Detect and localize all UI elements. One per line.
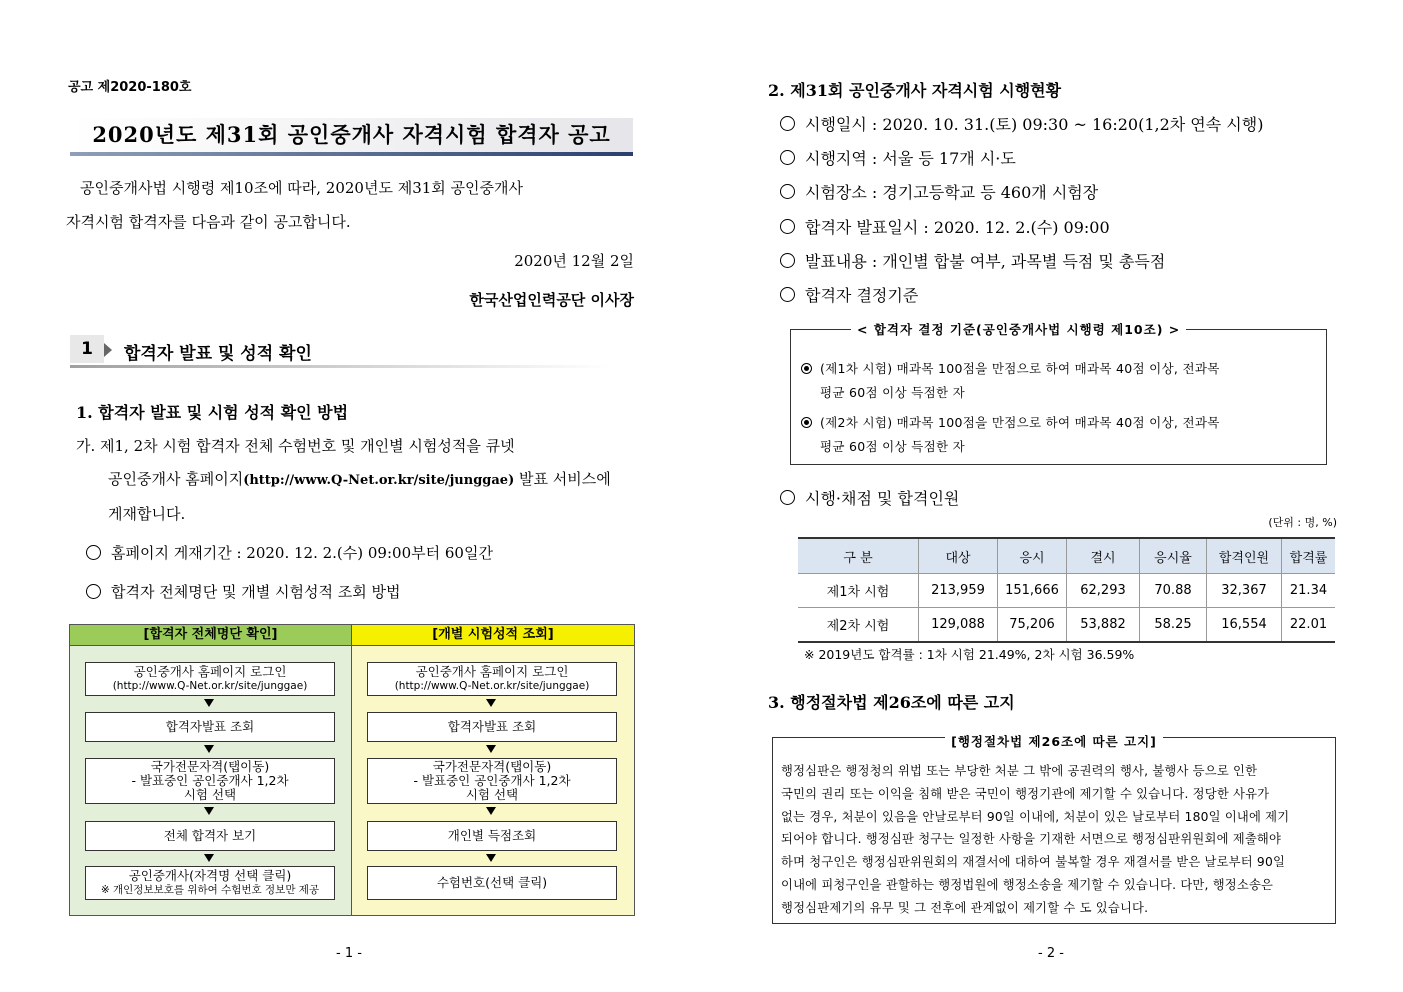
arrow-down-icon [486,807,496,815]
item-ga-text-b: 발표 서비스에 [519,470,611,488]
flow-step-individual-score: 개인별 득점조회 [367,821,617,851]
arrow-down-icon [204,854,214,862]
issuer: 한국산업인력공단 이사장 [469,291,634,309]
col-header: 구 분 [798,538,919,574]
section-3-title: 3. 행정절차법 제26조에 따른 고지 [768,693,1015,712]
section-1-heading [70,335,610,369]
radio-bullet-icon [801,363,812,374]
page-number-2: - 2 - [1038,946,1064,961]
triangle-right-icon [104,343,112,357]
flow-step-result-lookup: 합격자발표 조회 [367,712,617,742]
flow-step-select-exam: 국가전문자격(탭이동) - 발표중인 공인중개사 1,2차 시험 선택 [367,758,617,804]
flow-step-view-all: 전체 합격자 보기 [85,821,335,851]
arrow-down-icon [486,854,496,862]
circle-bullet-icon [780,184,795,199]
intro-line-2: 자격시험 합격자를 다음과 같이 공고합니다. [66,213,351,231]
section-number: 1 [70,335,104,363]
circle-bullet-icon [86,545,101,560]
page-1 [0,0,700,992]
item-ga-line-2 [108,468,611,489]
radio-bullet-icon [801,417,812,428]
flow-step-result-lookup: 합격자발표 조회 [85,712,335,742]
notice-number: 공고 제2020-180호 [68,80,192,95]
section-title: 합격자 발표 및 성적 확인 [124,344,312,364]
bullet-stats: 시행·채점 및 합격인원 [780,486,959,509]
flow-column-individual-score [352,625,634,915]
subsection-title: 1. 합격자 발표 및 시험 성적 확인 방법 [76,403,349,422]
bullet-posting-period: 홈페이지 게재기간 : 2020. 12. 2.(수) 09:00부터 60일간 [86,542,493,563]
legal-notice-body: 행정심판은 행정청의 위법 또는 부당한 처분 그 밖에 공권력의 행사, 불행사 등으로 인한 국민의 권리 또는 이익을 침해 받은 국민이 행정기관에 제기할 수 있습니다. 정당한 사유가 없는 경우, 처분이 있음을 안날로부터 90일 이내에, 처분이 있은 날로부터 180일 이내에 제기 되어야 합니다. 행정심판 청구는 일정한 사항을 기재한 서면으로 행정심판위원회에 제출해야 하며 청구인은 행정심판위원회의 재결서에 대하여 불복할 경우 재결서를 받은 날로부터 90일 이내에 피청구인을 관할하는 행정법원에 행정소송을 제기할 수 있습니다. 다만, 행정소송은 행정심판제기의 유무 및 그 전후에 관계없이 제기할 수 도 있습니다. [781,764,1290,915]
unit-label: (단위 : 명, %) [1268,516,1337,529]
arrow-down-icon [486,745,496,753]
criteria-second-exam: (제2차 시험) 매과목 100점을 만점으로 하여 매과목 40점 이상, 전과목 평균 60점 이상 득점한 자 [801,411,1319,459]
flow-step-select-exam: 국가전문자격(탭이동) - 발표중인 공인중개사 1,2차 시험 선택 [85,758,335,804]
table-row: 제1차 시험 213,959 151,666 62,293 70.88 32,367 21.34 [798,574,1335,608]
page-number-1: - 1 - [336,946,362,961]
bullet-lookup-method: 합격자 전체명단 및 개별 시험성적 조회 방법 [86,581,400,602]
criteria-first-exam: (제1차 시험) 매과목 100점을 만점으로 하여 매과목 40점 이상, 전과목 평균 60점 이상 득점한 자 [801,357,1319,405]
item-ga-line-1: 가. 제1, 2차 시험 합격자 전체 수험번호 및 개인별 시험성적을 큐넷 [76,437,515,455]
circle-bullet-icon [86,584,101,599]
bullet-exam-region: 시행지역 : 서울 등 17개 시·도 [780,146,1016,169]
arrow-down-icon [204,807,214,815]
col-header: 대상 [919,538,998,574]
section-2-title: 2. 제31회 공인중개사 자격시험 시행현황 [768,81,1062,100]
col-header: 응시 [998,538,1067,574]
criteria-title: < 합격자 결정 기준(공인중개사법 시행령 제10조) > [851,320,1186,338]
table-row: 제2차 시험 129,088 75,206 53,882 58.25 16,554 22.01 [798,608,1335,643]
page-2 [700,0,1403,992]
legal-notice-box [772,734,1336,924]
bullet-exam-datetime: 시행일시 : 2020. 10. 31.(토) 09:30 ~ 16:20(1,2차 연속 시행) [780,112,1263,135]
intro-line-1: 공인중개사법 시행령 제10조에 따라, 2020년도 제31회 공인중개사 [80,179,523,197]
circle-bullet-icon [780,253,795,268]
flow-step-login: 공인중개사 홈페이지 로그인 (http://www.Q-Net.or.kr/site/junggae) [367,662,617,696]
footnote-2019: ※ 2019년도 합격률 : 1차 시험 21.49%, 2차 시험 36.59% [804,647,1135,662]
title-banner [70,118,633,156]
circle-bullet-icon [780,116,795,131]
arrow-down-icon [204,745,214,753]
table-header-row [798,538,1335,574]
page-title: 2020년도 제31회 공인중개사 자격시험 합격자 공고 [92,122,611,147]
item-ga-text: 공인중개사 홈페이지 [108,470,244,488]
flow-step-select-qualification: 공인중개사(자격명 선택 클릭) ※ 개인정보보호를 위하여 수험번호 정보만 제공 [85,866,335,900]
arrow-down-icon [204,699,214,707]
flow-step-exam-number: 수험번호(선택 클릭) [367,866,617,900]
circle-bullet-icon [780,490,795,505]
arrow-down-icon [486,699,496,707]
flow-header-left: [합격자 전체명단 확인] [70,625,351,646]
legal-notice-title: [행정절차법 제26조에 따른 고지] [945,734,1163,749]
bullet-announcement-content: 발표내용 : 개인별 합불 여부, 과목별 득점 및 총득점 [780,249,1165,272]
item-ga-line-3: 게재합니다. [108,505,186,523]
col-header: 합격률 [1282,538,1336,574]
col-header: 결시 [1067,538,1140,574]
col-header: 응시율 [1140,538,1207,574]
pass-criteria-box [790,322,1327,465]
qnet-url: (http://www.Q-Net.or.kr/site/junggae) [243,473,515,488]
col-header: 합격인원 [1207,538,1282,574]
flow-header-right: [개별 시험성적 조회] [352,625,634,646]
flow-step-login: 공인중개사 홈페이지 로그인 (http://www.Q-Net.or.kr/site/junggae) [85,662,335,696]
circle-bullet-icon [780,287,795,302]
bullet-announcement-datetime: 합격자 발표일시 : 2020. 12. 2.(수) 09:00 [780,215,1110,238]
flow-column-all-passers [70,625,352,915]
bullet-pass-criteria: 합격자 결정기준 [780,283,918,306]
exam-stats-table [798,537,1335,643]
circle-bullet-icon [780,219,795,234]
circle-bullet-icon [780,150,795,165]
notice-date: 2020년 12월 2일 [514,252,634,270]
lookup-flow-chart [69,624,635,916]
bullet-exam-venue: 시험장소 : 경기고등학교 등 460개 시험장 [780,180,1098,203]
